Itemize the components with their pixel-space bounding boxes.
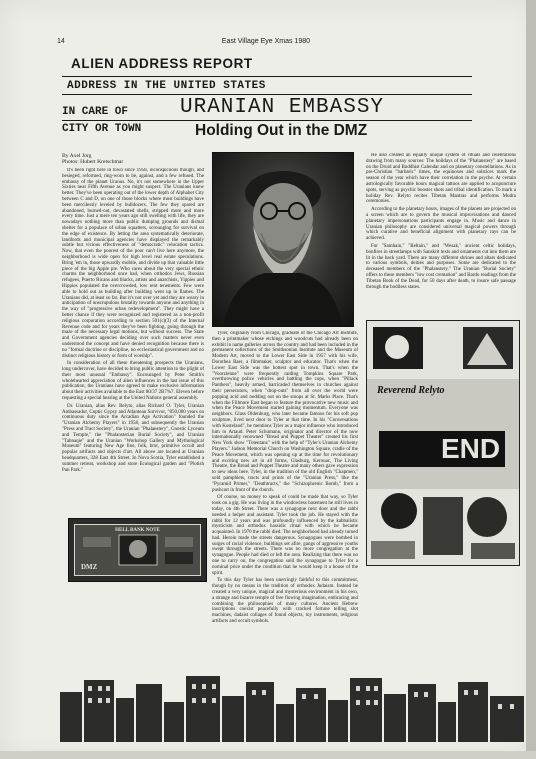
col1-paragraph-2: In consideration of all these threatening prospects the Uranians, long undercover, have decided to bring public attention to the plight of their most unusual "Embassy". Encouraged by Peter Smith's wholehearted appreciation of alien influences in the last issue of this publication, the Uranians have agreed to make exclusive information about their activities available to the East 80/37 2B7%7. Eleven before requesting a special hearing at the United Nations general assembly. xyxy=(62,361,204,402)
portrait-illustration xyxy=(213,153,353,326)
uranian-embassy-heading: URANIAN EMBASSY xyxy=(180,96,385,119)
article-column-1 xyxy=(62,168,204,513)
form-rule-2 xyxy=(62,94,472,95)
form-rule-1 xyxy=(62,76,472,77)
byline-author: By Axel Jorg xyxy=(62,153,92,159)
col3-paragraph-3: For "Samhain," "Beltain," and "Wesak," ancient celtic holidays, bonfires in streetlamps with Sanskrit texts and ornaments cut into them are lit in the back yard. There are many different shrines and altars dedicated to various symbols, deities and purposes. Some are dedicated to the deceased members of the "Phalanstery." The Uranian "Burial Society" offers to these members "low cost cremation" and Bardo readings from the Tibetan Book of the Dead, for 50 days after death, to insure safe passage through the bodiless states. xyxy=(366,243,516,290)
banknote-brand: DMZ xyxy=(81,563,98,571)
page-edge-right xyxy=(526,0,536,759)
form-rule-3 xyxy=(62,120,472,121)
col2-paragraph-1: Tyler, originally from Chicago, graduate of the Chicago Art Institute, then a printmaker whose etchings and woodcuts had already been on exhibit in name galleries across the country and had been included in the permanent collections of the Smithsonian Institute and the Museum of Modern Art, moved to the Lower East Side in 1957 with his wife, Dorothea Baer, a filmmaker, sculptor and educator. That's when the Lower East Side was the hottest spot in town. That's when the "Voorzienne" were frequently raiding Tompkins Square Park, overthrowing police vehicles and battling the cops, when "Pillack Panthers", heavily armed, barricaded themselves in churches against their persecutors, when "drop-outs" from all over the world were popping acid and nodding out on the stoops at St. Marks Place. That's when the Fillmore East began to feature the provocative new music and when the Peace Movement started gaining momentum. Everyone was neighbors. Glass Oldenburg, who later became famous for his soft pop sculpture, lived next door to Tyler at that time. In his "Conversations with Kosteland", he mentions Tyler as a major influence who introduced him to Artaud. Peter Schumann, originator and director of the now internationally renowned "Bread and Puppet Theater" created his first New York show "Totentanz" with the help of "Tyler's Uranian Alchemy Players." Judson Memorial Church on Washington Square, cradle of the Peace Movement, which was opening up at the time for revolutionary and exciting new art in all forms, Glasburg, Kerouac, The Living Theatre, the Bread and Puppet Theatre and many others gave expression to new ideas here. Tyler, in the tradition of the old English "Chapmen," sold pamphlets, tracts and prints of the "Uranian Press," like the "Pyramid Primer," "Deathtracts," the "Schizophrenic Bomb," from a pushcart in front of the church. xyxy=(212,331,358,493)
col2-paragraph-2: Of course, no money to speak of could be made that way, so Tyler took on a gig. He was living in the windowless basement he still lives in today, on 4th Street. There was a synagogue next door and the rabbi needed a helper and assistant. Tyler took the job. He stayed with the rabbi for 12 years and was profoundly influenced by the kabbalistic mysticism and orthodox hassidic ritual with which he became acquainted. In 1970 the rabbi died. The neighborhood had already turned bad. Heroin made the streets dangerous. Synagogues were bombed in surges of racial violence, buildings set afire, gangs of aggressive youths swept through the streets. There was no more congregation at the synagogue. People had died or left the area. Realizing that there was no one to carry on, the congregation sold the synagogue to Tyler for a nominal price under the condition that he would keep it a house of the spirit. xyxy=(212,495,358,576)
collage-poster-image xyxy=(366,320,520,566)
page-edge-bottom xyxy=(0,751,536,759)
folio xyxy=(57,38,467,45)
article-column-3 xyxy=(366,153,516,313)
poster-name-line: Reverend Relyto xyxy=(377,385,445,396)
in-care-of-label: IN CARE OF xyxy=(62,106,129,118)
bearded-man-photo xyxy=(212,152,354,327)
banknote-border xyxy=(74,524,201,576)
col2-paragraph-3: To this day Tyler has been unerringly faithful to this commitment, though by no means in the tradition of orthodox Judaism. Instead he created a very unique, magical and mysterious environment in his own, a strange and bizarre temple of free flowing imagination, embracing and combining the philosophies of many cultures. Ancient Hebrew inscriptions coexist peacefully with cracked fortune telling slot machines, dadaist collages of found objects, toy instruments, religious artifacts and occult symbols. xyxy=(212,578,358,625)
byline-photos: Photos: Hubert Kretschmar xyxy=(62,159,124,166)
article-column-2 xyxy=(212,331,358,641)
article-headline: Holding Out in the DMZ xyxy=(195,122,368,139)
col3-paragraph-2: According to the planetary hours, images of the planets are projected on a screen which are to govern the musical improvisations and danced planetary impersonations participants engage in. Music and dance in Uranian philosophy are considered universal magical powers through which curative and beneficial alignment with planetary rays can be achieved. xyxy=(366,207,516,242)
poster-word: END xyxy=(441,433,501,464)
col1-paragraph-1: It's been right here in town since 1958, inconspicuous though, and besieged, reformed, ring-worn to be, against, and a few refused. The embassy of the planet Uranus. No, it's not somewhere in the Upper Sixties near Fifth Avenue as you might suspect. The Uranians knew better. They've been operating out of the lower depth of Alphabet City between C and D, on one of those blocks where most buildings have been mercilessly leveled by bulldozers. The few they spared are abandoned, burned-out, devastated shells, stripped more and more every time. Just a mere ten years ago still swelling with life, they are nowadays nothing more than public dumping grounds and dismal shelter for a populace of urban squatters, scrounging for survival on the edge of existence. By letting the area systematically deteriorate, landlords and municipal agencies have displayed the remarkably subtle but vicious effectiveness of "democratic" relocation tactics. Now, that even the poorest of the poor can't live here anymore, the neighborhood is wide open for high level real estate speculations. Bring 'em in, those upwardly mobile, and divide up that valuable little piece of the big Apple pie. Who cares about the very special ethnic charms the neighborhood once had, when orthodox Jews, Russian refugees, Puerto Ricans and blacks, artists and anarchists, Yippies and Hippies populated the overcrowded, low rent tenements. Few were able to hold out as building after building went up in flames. The Uranians did, at least so far. But it's not over yet and they are weary in anticipation of unscrupulous brutality towards anyone and anything in the way of "progressive urban redevelopment". They might have a better chance if they were recognized and registered as a non-profit religious corporation according to section 501(c)(3) of the Internal Revenue code and for years they've been fighting, going through the maze of the necessary legal motions, but without success. The State and Government agencies deciding over such matters never even understood the concept and have denied recognition because there is no "formal doctrine or discipline, no ecclesiastical government and no distinct religious history or form of worship". xyxy=(62,168,204,359)
publication-line: East Village Eye Xmas 1980 xyxy=(221,38,310,45)
col1-paragraph-3: Dr. Uranian, alias Rev. Relyto, alias Richard O. Tyler, Uranian Ambassador, Coptic Gypsy and Atlantean Survivor, "850,000 years on continuous duty since the Arcadian Age Activation" founded the "Uranian Alchemy Players" in 1958, and subsequently the Uranian "Press and Tract Society", the Uranian "Phalanstery", Gnostic Lyceum and Temple," the "Phalansterian Burial Society", and Uranian "Tabnaqie" and the Uranian "Workshop Gallery and Mythological Museum" featuring New Age fine, folk, brut, primitive occult and popular artifacts and objects d'art. All above are located at Uranian headquarters, 328 East 4th Street. In Nova Scotia, Tyler established a summer retreat, workshop and store Ecological garden and "Plotish Pan Park." xyxy=(62,403,204,473)
byline xyxy=(62,153,123,165)
hell-bank-note-image xyxy=(68,518,207,582)
col3-paragraph-1: He also created an equally unique system of rituals and celebrations drawing from many sources: The holidays of the "Phalanstery" are based on the Druid and Buddhist Calendar and on planetary constellations. As in pre-Christian "barbaric" times, the equinoxes and solstices mark the season of the year which have their correlation in the psyche. At certain astrologically favorable hours magical tattoos are applied to acupuncture spots, serving as psychic booster shots and tribal identification. To mark a holiday Rev. Relyto recites Tibetan Mantras and performs Mudra ceremonies. xyxy=(366,153,516,205)
tenement-skyline-illustration xyxy=(60,662,526,742)
banknote-title: HELL BANK NOTE xyxy=(115,528,160,533)
address-line-heading: ADDRESS IN THE UNITED STATES xyxy=(67,80,266,92)
city-or-town-label: CITY OR TOWN xyxy=(62,123,142,135)
page-number: 14 xyxy=(57,38,65,45)
alien-address-report-heading: ALIEN ADDRESS REPORT xyxy=(71,56,253,71)
